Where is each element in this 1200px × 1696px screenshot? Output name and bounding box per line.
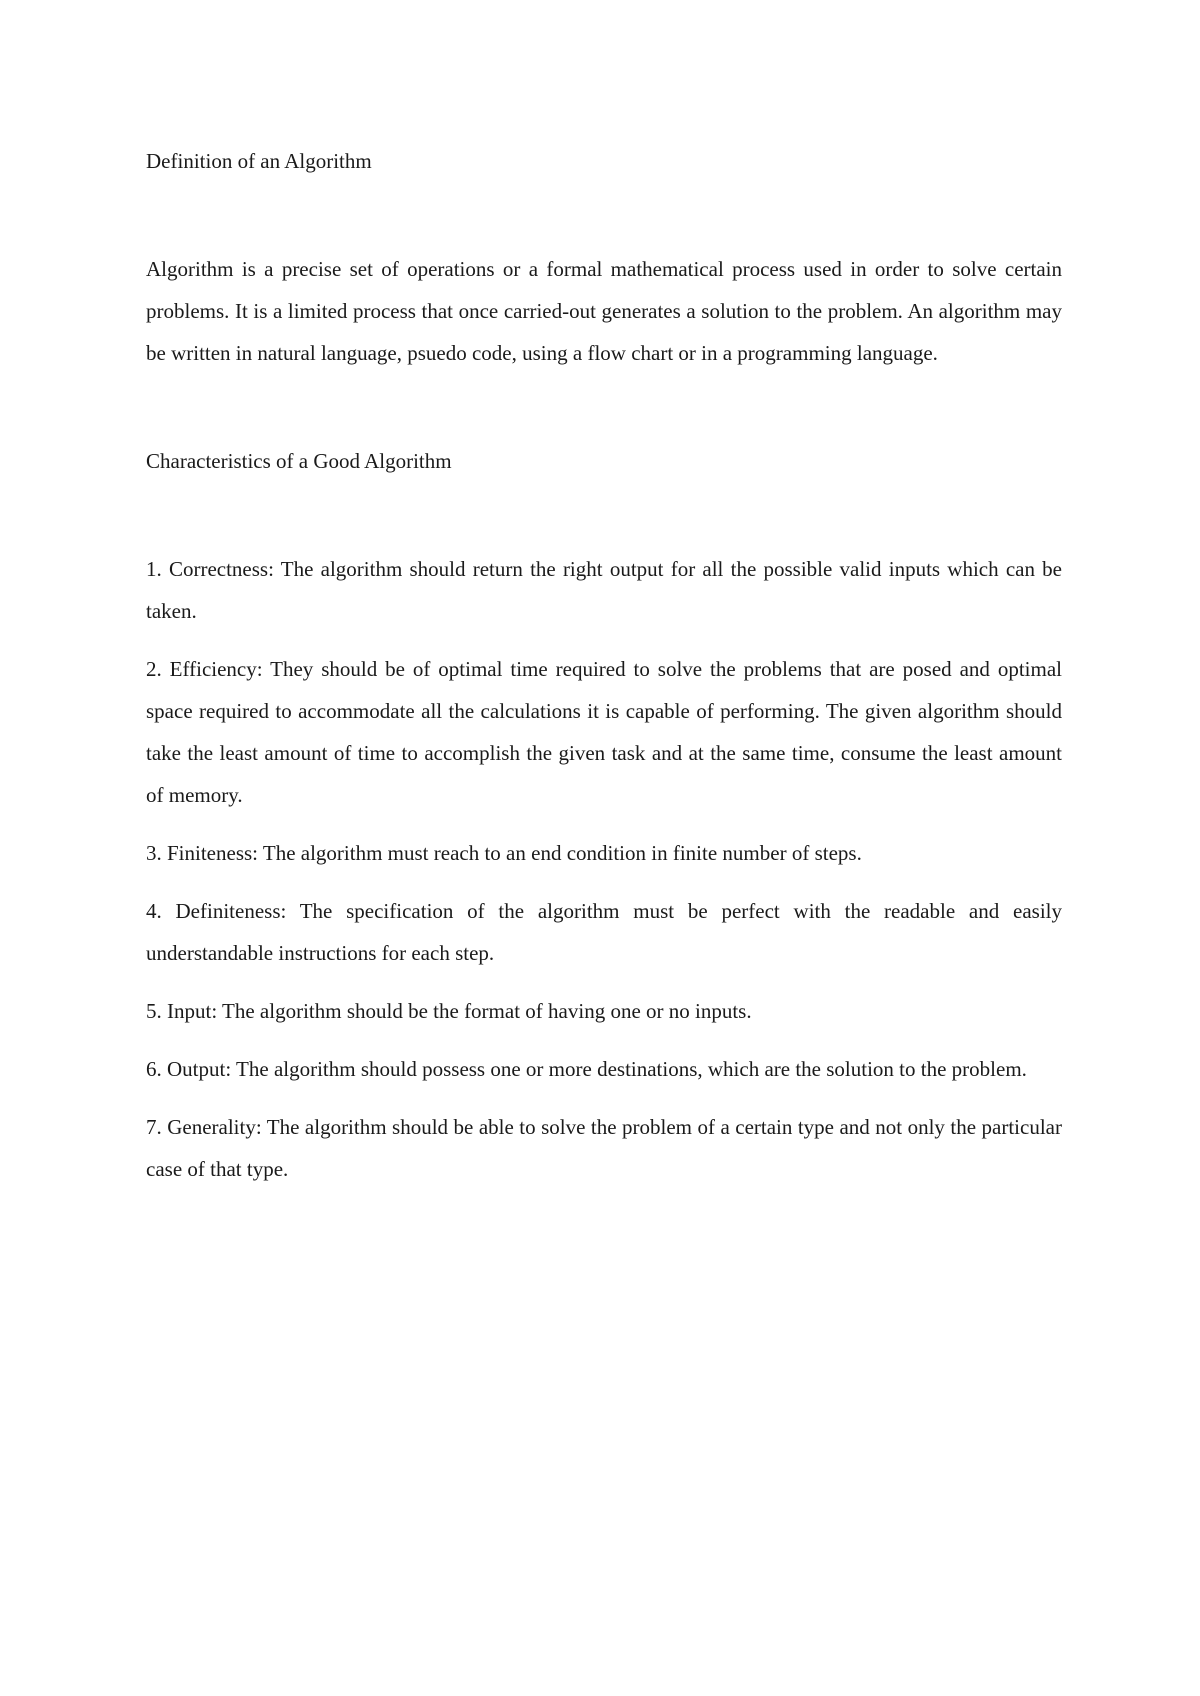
definition-paragraph: Algorithm is a precise set of operations or a formal mathematical process used in order to solve certain problems. It is a limited process that once carried-out generates a solution to the problem. An algorithm may be written in natural language, psuedo code, using a flow chart or in a programming language. — [146, 257, 1062, 365]
document-body — [146, 146, 1062, 1206]
heading-characteristics: Characteristics of a Good Algorithm — [146, 449, 452, 473]
list-item: 5. Input: The algorithm should be the format of having one or no inputs. — [146, 999, 752, 1023]
list-item: 7. Generality: The algorithm should be able to solve the problem of a certain type and not only the particular case of that type. — [146, 1115, 1062, 1181]
list-item: 6. Output: The algorithm should possess one or more destinations, which are the solution to the problem. — [146, 1057, 1027, 1081]
characteristics-list — [146, 548, 1062, 1190]
list-item: 1. Correctness: The algorithm should return the right output for all the possible valid inputs which can be taken. — [146, 557, 1062, 623]
list-item: 2. Efficiency: They should be of optimal time required to solve the problems that are posed and optimal space required to accommodate all the calculations it is capable of performing. The given algorithm should take the least amount of time to accomplish the given task and at the same time, consume the least amount of memory. — [146, 657, 1062, 807]
heading-definition: Definition of an Algorithm — [146, 149, 372, 173]
list-item: 3. Finiteness: The algorithm must reach to an end condition in finite number of steps. — [146, 841, 862, 865]
list-item: 4. Definiteness: The specification of the algorithm must be perfect with the readable and easily understandable instructions for each step. — [146, 899, 1062, 965]
